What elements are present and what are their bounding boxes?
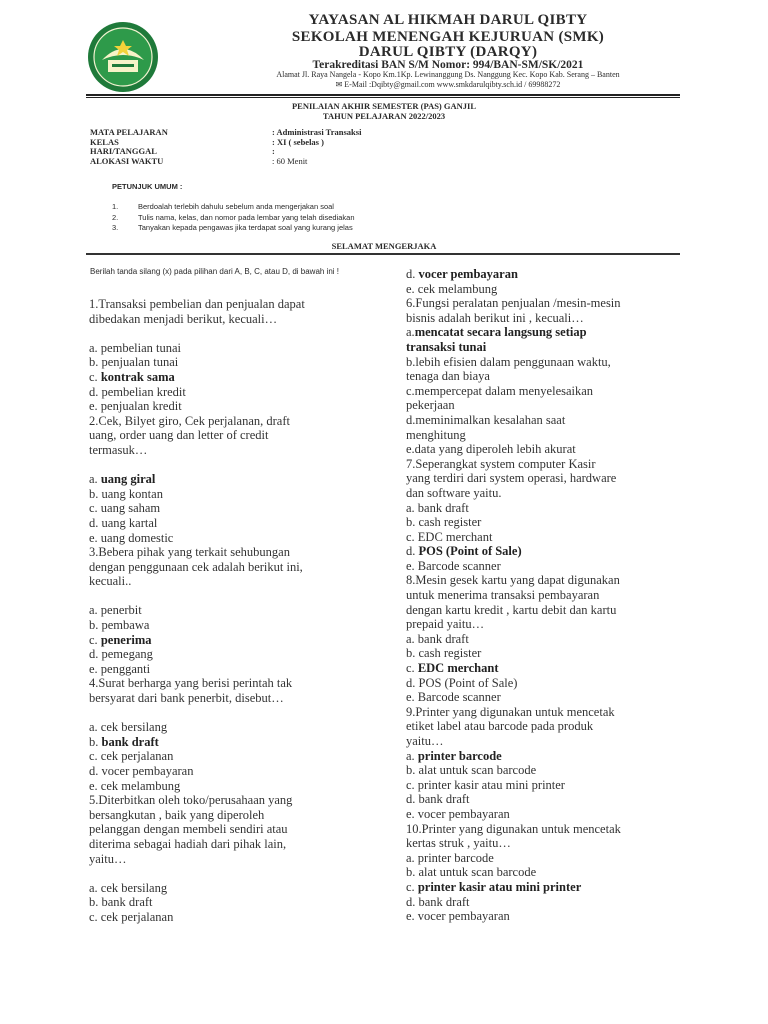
question-line: untuk menerima transaksi pembayaran: [406, 588, 600, 603]
petunjuk-text: Tanyakan kepada pengawas jika terdapat soal yang kurang jelas: [138, 223, 353, 232]
spacer: [89, 458, 305, 473]
foundation-name: YAYASAN AL HIKMAH DARUL QIBTY: [308, 12, 588, 28]
petunjuk-number: 2.: [112, 212, 119, 222]
exam-info-label: HARI/TANGGAL: [90, 146, 157, 156]
question-line: yang terdiri dari system operasi, hardware: [406, 471, 617, 486]
answer-line: c. printer kasir atau mini printer: [406, 879, 582, 894]
question-line: b. penjualan tunai: [89, 355, 179, 370]
exam-info-row: [90, 127, 490, 137]
question-line: b. alat untuk scan barcode: [406, 763, 537, 778]
question-line: d. bank draft: [406, 792, 470, 807]
questions-right-column: [406, 267, 621, 924]
question-line: kertas struk , yaitu…: [406, 836, 511, 851]
question-line: c. printer kasir atau mini printer: [406, 777, 565, 792]
question-line: menghitung: [406, 427, 466, 442]
question-line: b. uang kontan: [89, 486, 163, 501]
school-name: SEKOLAH MENENGAH KEJURUAN (SMK): [291, 29, 605, 45]
school-logo-icon: [86, 20, 160, 94]
spacer: [89, 326, 305, 341]
answer-line: c. kontrak sama: [89, 369, 175, 384]
answer-key: EDC merchant: [417, 661, 499, 676]
question-line: e. cek melambung: [89, 778, 181, 793]
header-divider: [86, 94, 680, 96]
exam-title: PENILAIAN AKHIR SEMESTER (PAS) GANJIL: [291, 101, 477, 111]
answer-key: penerima: [100, 632, 152, 647]
answer-line: a. printer barcode: [406, 748, 502, 763]
question-line: prepaid yaitu…: [406, 617, 485, 632]
question-line: etiket label atau barcode pada produk: [406, 719, 594, 734]
contact-line: ✉ E-Mail :Dqibty@gmail.com www.smkdarulqibty.sch.id / 69988272: [335, 80, 561, 89]
school-short-name: DARUL QIBTY (DARQY): [358, 44, 538, 60]
exam-info-row: [90, 156, 490, 166]
question-line: e. uang domestic: [89, 530, 174, 545]
exam-info-value: : XI ( sebelas ): [272, 136, 324, 147]
question-line: dengan kartu kredit , kartu debit dan kartu: [406, 602, 617, 617]
answer-line: d. POS (Point of Sale): [406, 544, 522, 559]
answer-line: a.mencatat secara langsung setiap: [406, 325, 587, 340]
question-line: b. bank draft: [89, 895, 153, 910]
question-line: tenaga dan biaya: [406, 369, 490, 384]
answer-key: printer barcode: [417, 748, 502, 763]
answer-key: kontrak sama: [100, 369, 175, 384]
exam-info-row: [90, 146, 490, 156]
question-line: a. printer barcode: [406, 850, 494, 865]
question-line: d.meminimalkan kesalahan saat: [406, 412, 566, 427]
question-line: c. cek perjalanan: [89, 749, 174, 764]
petunjuk-text: Tulis nama, kelas, dan nomor pada lembar yang telah disediakan: [138, 212, 355, 222]
exam-info-label: ALOKASI WAKTU: [90, 155, 164, 166]
answer-key: vocer pembayaran: [418, 267, 518, 281]
question-line: e. Barcode scanner: [406, 558, 501, 573]
exam-info-value: : Administrasi Transaksi: [272, 127, 362, 137]
answer-key: printer kasir atau mini printer: [417, 879, 582, 894]
question-line: 2.Cek, Bilyet giro, Cek perjalanan, draft: [89, 413, 290, 428]
questions-left-column: [89, 297, 305, 925]
section-divider: [86, 253, 680, 255]
petunjuk-number: 1.: [112, 202, 119, 211]
question-line: 5.Diterbitkan oleh toko/perusahaan yang: [89, 793, 293, 808]
question-line: 3.Bebera pihak yang terkait sehubungan: [89, 545, 290, 560]
greeting: SELAMAT MENGERJAKA: [331, 241, 437, 251]
question-line: c. EDC merchant: [406, 529, 493, 544]
question-line: c.mempercepat dalam menyelesaikan: [406, 383, 594, 398]
question-line: 9.Printer yang digunakan untuk mencetak: [406, 704, 615, 719]
answer-line: c. penerima: [89, 632, 152, 647]
question-line: termasuk…: [89, 442, 148, 457]
question-line: 6.Fungsi peralatan penjualan /mesin-mesin: [406, 296, 621, 311]
exam-info: [90, 127, 490, 165]
answer-line: b. bank draft: [89, 734, 159, 749]
question-line: d. pembelian kredit: [89, 384, 186, 399]
question-line: diterima sebagai hadiah dari pihak lain,: [89, 836, 287, 851]
answer-key: POS (Point of Sale): [418, 544, 522, 559]
question-line: d. uang kartal: [89, 515, 158, 530]
question-line: d. vocer pembayaran: [89, 764, 194, 778]
question-line: uang, order uang dan letter of credit: [89, 428, 269, 443]
question-line: bersangkutan , baik yang diperoleh: [89, 807, 265, 822]
question-line: c. cek perjalanan: [89, 909, 174, 924]
question-line: e. vocer pembayaran: [406, 806, 510, 821]
answer-key: bank draft: [101, 734, 159, 749]
exam-info-label: KELAS: [90, 136, 119, 147]
question-line: a. bank draft: [406, 500, 469, 515]
question-line: b. alat untuk scan barcode: [406, 865, 537, 880]
question-line: pelanggan dengan membeli sendiri atau: [89, 822, 288, 837]
question-line: a. bank draft: [406, 631, 469, 646]
question-line: e. cek melambung: [406, 281, 498, 296]
question-line: a. cek bersilang: [89, 720, 168, 735]
answer-line: [406, 340, 621, 355]
spacer: [89, 589, 305, 604]
petunjuk-heading: PETUNJUK UMUM :: [112, 182, 183, 191]
answer-key: mencatat secara langsung setiap: [414, 325, 587, 340]
question-line: e. vocer pembayaran: [406, 909, 510, 924]
question-line: a. penerbit: [89, 603, 142, 618]
question-line: bisnis adalah berikut ini , kecuali…: [406, 310, 584, 325]
question-line: b. cash register: [406, 646, 482, 661]
exam-info-value: :: [272, 146, 275, 156]
answer-line: d. vocer pembayaran: [406, 267, 518, 281]
address: Alamat Jl. Raya Nangela - Kopo Km.1Kp. Lewinanggung Ds. Nanggung Kec. Kopo Kab. Serang – Banten: [276, 70, 620, 79]
question-line: dibedakan menjadi berikut, kecuali…: [89, 311, 278, 326]
question-line: dan software yaitu.: [406, 485, 502, 500]
question-line: yaitu…: [89, 851, 127, 866]
question-line: 1.Transaksi pembelian dan penjualan dapat: [89, 297, 305, 311]
question-line: d. pemegang: [89, 647, 153, 662]
question-line: c. uang saham: [89, 501, 161, 516]
answer-key: uang giral: [100, 472, 156, 487]
question-line: yaitu…: [406, 734, 444, 748]
question-line: pekerjaan: [406, 398, 455, 413]
question-line: e. penjualan kredit: [89, 399, 182, 414]
spacer: [89, 706, 305, 721]
answer-line: c. EDC merchant: [406, 661, 499, 676]
question-line: 4.Surat berharga yang berisi perintah tak: [89, 676, 293, 691]
question-line: bersyarat dari bank penerbit, disebut…: [89, 691, 284, 706]
accreditation: Terakreditasi BAN S/M Nomor: 994/BAN-SM/SK/2021: [312, 59, 584, 71]
question-line: d. bank draft: [406, 894, 470, 909]
instruction: Berilah tanda silang (x) pada pilihan dari A, B, C, atau D, di bawah ini !: [90, 267, 340, 276]
question-line: b. pembawa: [89, 618, 150, 633]
question-line: a. cek bersilang: [89, 880, 168, 895]
question-line: kecuali..: [89, 574, 132, 589]
question-line: 10.Printer yang digunakan untuk mencetak: [406, 821, 621, 836]
question-line: e. Barcode scanner: [406, 690, 501, 705]
question-line: b.lebih efisien dalam penggunaan waktu,: [406, 354, 611, 369]
question-line: e.data yang diperoleh lebih akurat: [406, 442, 576, 457]
petunjuk-text: Berdoalah terlebih dahulu sebelum anda mengerjakan soal: [138, 202, 334, 211]
petunjuk-number: 3.: [112, 223, 119, 232]
exam-year: TAHUN PELAJARAN 2022/2023: [322, 111, 446, 121]
question-line: e. pengganti: [89, 661, 151, 676]
exam-info-value: : 60 Menit: [272, 155, 308, 166]
exam-info-row: [90, 137, 490, 147]
question-line: 7.Seperangkat system computer Kasir: [406, 456, 596, 471]
question-line: b. cash register: [406, 515, 482, 530]
header-divider-thin: [86, 97, 680, 98]
answer-line: a. uang giral: [89, 472, 156, 487]
question-line: 8.Mesin gesek kartu yang dapat digunakan: [406, 573, 620, 588]
exam-info-label: MATA PELAJARAN: [90, 127, 168, 137]
answer-key: transaksi tunai: [406, 339, 487, 354]
question-line: a. pembelian tunai: [89, 340, 181, 355]
spacer: [89, 866, 305, 881]
question-line: d. POS (Point of Sale): [406, 675, 518, 690]
question-line: dengan penggunaan cek adalah berikut ini,: [89, 559, 303, 574]
